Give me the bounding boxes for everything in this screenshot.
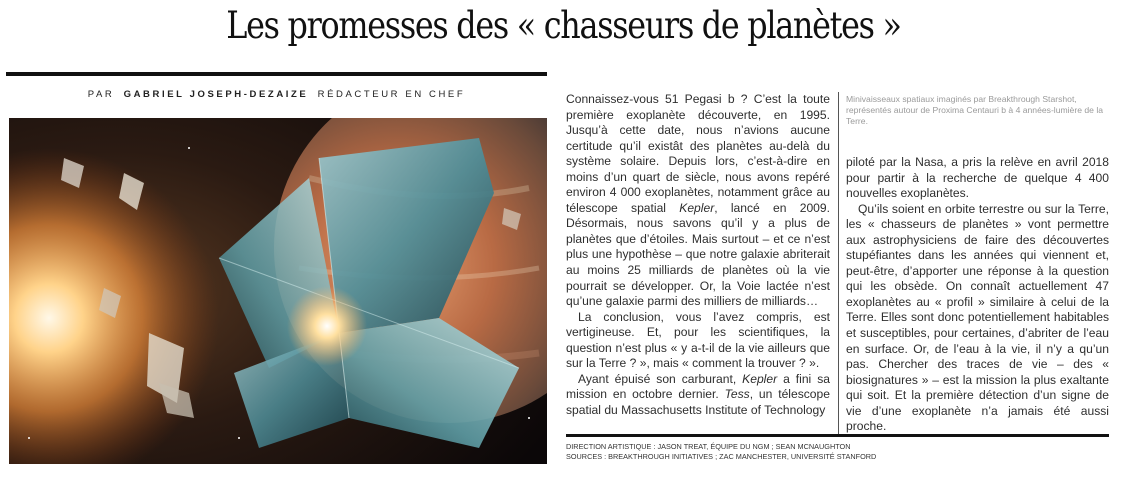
credits-sources: SOURCES : BREAKTHROUGH INITIATIVES ; ZAC MANCHESTER, UNIVERSITÉ STANFORD xyxy=(566,452,877,461)
byline-role: RÉDACTEUR EN CHEF xyxy=(317,89,466,100)
kepler-mention-2: Kepler xyxy=(742,371,778,386)
paragraph-conclusion: La conclusion, vous l’avez compris, est vertigineuse. Et, pour les scientifiques, la question n’est plus « y a-t-il de la vie ailleurs que sur la Terre ? », mais « comment la trouver ? ». xyxy=(566,309,830,371)
paragraph-intro xyxy=(566,92,830,310)
credits xyxy=(566,442,1106,462)
paragraph-planet-hunters: Qu’ils soient en orbite terrestre ou sur la Terre, les « chasseurs de planètes » vont permettre aux astrophysiciens de faire des découvertes stupéfiantes dans les années qui viennent et, peut-être, d’apporter une réponse à la question qui les obsède. On connaît actuellement 47 exoplanètes au « profil » similaire à celui de la Terre. Elles sont donc potentiellement habitables et susceptibles, pour certaines, d’abriter de l’eau en surface. Or, de l’eau à la vie, il n’y a qu’un pas. Chercher des traces de vie – des « biosignatures » – est la mission la plus exaltante qui soit. Et la première détection d’un signe de vie d’une exoplanète n’a jamais été aussi proche. xyxy=(846,201,1109,434)
credits-art-direction: DIRECTION ARTISTIQUE : JASON TREAT, ÉQUIPE DU NGM ; SEAN MCNAUGHTON xyxy=(566,442,851,451)
paragraph-kepler-start: Ayant épuisé son carburant, xyxy=(578,371,737,386)
column-divider xyxy=(838,92,839,434)
paragraph-intro-text: Connaissez-vous 51 Pegasi b ? C’est la toute première exoplanète découverte, en 1995. Jusqu’à cette date, nous n’avions aucune certitude qu’il existât des planètes au-delà du système solaire. Depuis lors, c’est-à-dire en moins d’un quart de siècle, nous avons repéré environ 4 000 exoplanètes, notamment grâce au télescope spatial xyxy=(566,92,830,215)
headline-rule xyxy=(6,72,547,76)
paragraph-nasa: piloté par la Nasa, a pris la relève en avril 2018 pour partir à la recherche de quelque 4 400 nouvelles exoplanètes. xyxy=(846,155,1109,201)
hero-illustration xyxy=(9,118,547,464)
article-column-1 xyxy=(566,92,830,418)
byline-prefix: PAR xyxy=(87,89,115,100)
paragraph-intro-end: , lancé en 2009. Désormais, nous savons qu’il y a plus de planètes que d’étoiles. Mais surtout – et ce n’est plus une hypothèse – que notre galaxie abriterait au moins 25 milliards de planètes où la vie pourrait se développer. Or, la Voie lactée n’est qu’une galaxie parmi des milliers de milliards… xyxy=(566,200,830,309)
tess-mention: Tess xyxy=(724,387,750,402)
image-caption: Minivaisseaux spatiaux imaginés par Breakthrough Starshot, représentés autour de Proxima Centauri b à 4 années-lumière de la Terre. xyxy=(846,94,1104,126)
bottom-rule xyxy=(566,434,1109,437)
headline: Les promesses des « chasseurs de planètes » xyxy=(226,4,901,47)
kepler-mention: Kepler xyxy=(679,200,715,215)
byline-author: GABRIEL JOSEPH-DEZAIZE xyxy=(123,89,309,100)
paragraph-kepler-mid: a fini sa mission en octobre dernier. xyxy=(566,371,830,402)
paragraph-kepler-tess xyxy=(566,372,830,419)
paragraph-kepler-end: , un télescope spatial du Massachusetts Institute of Technology xyxy=(566,387,830,417)
article-column-2 xyxy=(846,155,1109,435)
byline xyxy=(0,89,553,100)
